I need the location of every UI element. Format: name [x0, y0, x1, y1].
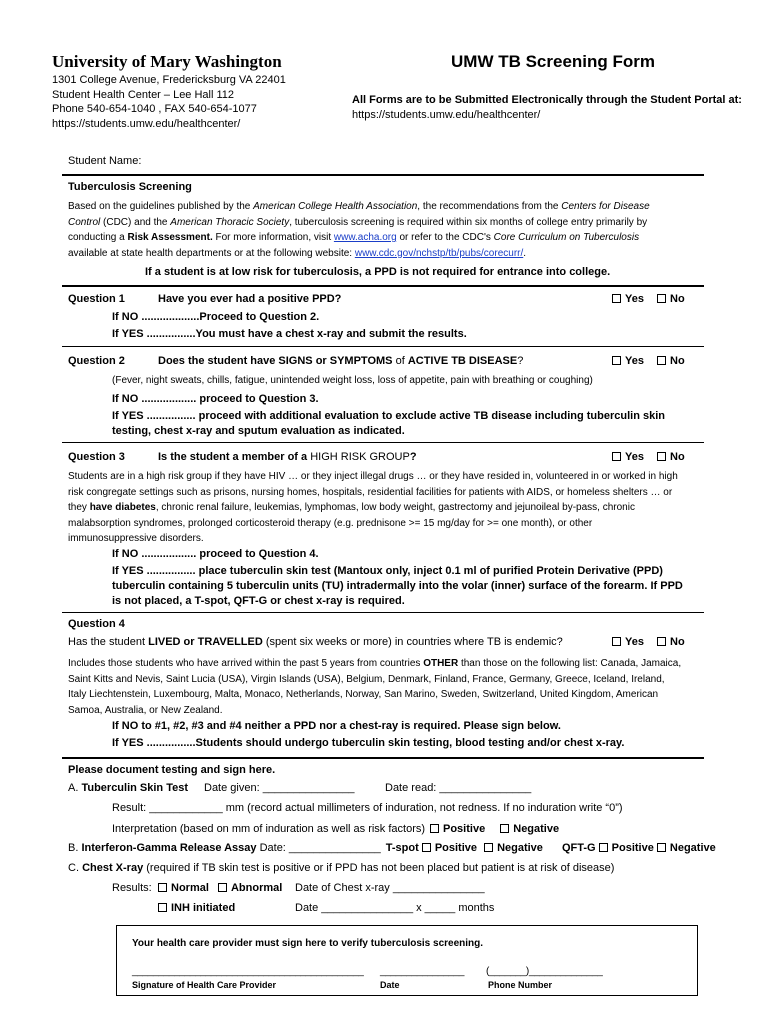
igra-row: B. Interferon-Gamma Release Assay Date: _______________ T-spot Positive Negative QFT-G Positive Negative	[68, 842, 716, 854]
health-center-url[interactable]: https://students.umw.edu/healthcenter/	[52, 117, 241, 130]
q4-if-no: If NO to #1, #2, #3 and #4 neither a PPD nor a chest-ray is required. Please sign below.	[112, 720, 561, 732]
divider	[62, 757, 704, 759]
address-line-2: Student Health Center – Lee Hall 112	[52, 88, 235, 101]
student-name-label: Student Name:	[68, 155, 142, 167]
testing-heading: Please document testing and sign here.	[68, 764, 276, 776]
q4-options	[612, 636, 685, 648]
q4-label: Question 4	[68, 618, 125, 630]
q4-no-checkbox[interactable]: No	[657, 636, 685, 648]
q1-options	[612, 293, 685, 305]
address-block	[52, 73, 286, 131]
tspot-positive-checkbox[interactable]: Positive	[422, 842, 477, 854]
phone-fax: Phone 540-654-1040 , FAX 540-654-1077	[52, 103, 257, 115]
q2-symptoms: (Fever, night sweats, chills, fatigue, unintended weight loss, loss of appetite, pain with breathing or coughing)	[112, 375, 593, 386]
date-line[interactable]: ________________	[380, 966, 465, 977]
q4-description: Includes those students who have arrived within the past 5 years from countries OTHER than those on the following list: Canada, Jamaica, Saint Kitts and Nevis, Saint Lucia (USA), Virgin Islands (USA), Belgium, Denmark, Finland, France, Germany, Greece, Iceland, Ireland, Italy Liechtenstein, Luxembourg, Malta, Monaco, Netherlands, Norway, San Marino, Sweden, Switzerland, United Kingdom, American Samoa, Australia, or New Zealand.	[68, 658, 682, 716]
tb-intro-paragraph: Based on the guidelines published by the American College Health Association, the recommendations from the Centers for Disease Control (CDC) and the American Thoracic Society, tuberculosis screening is required within six months of college entry primarily by conducting a Risk Assessment. For more information, visit www.acha.org or refer to the CDC's Core Curriculum on Tuberculosis available at state health departments or at the following website: www.cdc.gov/nchstp/tb/pubs/corecurr/.	[68, 201, 650, 259]
date-given-field[interactable]: Date given: _______________	[204, 782, 355, 794]
qft-negative-checkbox[interactable]: Negative	[657, 842, 716, 854]
q4-yes-checkbox[interactable]: Yes	[612, 636, 644, 648]
tst-negative-checkbox[interactable]: Negative	[500, 823, 559, 835]
divider	[62, 442, 704, 443]
q3-no-checkbox[interactable]: No	[657, 451, 685, 463]
date-read-field[interactable]: Date read: _______________	[385, 782, 532, 794]
qft-positive-checkbox[interactable]: Positive	[599, 842, 654, 854]
q3-yes-checkbox[interactable]: Yes	[612, 451, 644, 463]
interpretation-options	[430, 823, 559, 835]
submit-note: All Forms are to be Submitted Electronically through the Student Portal at:	[352, 94, 742, 106]
q1-no-checkbox[interactable]: No	[657, 293, 685, 305]
q3-if-no: If NO .................. proceed to Question 4.	[112, 548, 319, 560]
low-risk-note: If a student is at low risk for tuberculosis, a PPD is not required for entrance into college.	[145, 266, 611, 278]
address-line-1: 1301 College Avenue, Fredericksburg VA 22401	[52, 74, 286, 86]
signature-label: Signature of Health Care Provider	[132, 980, 277, 990]
divider	[62, 285, 704, 287]
q2-question: Does the student have SIGNS or SYMPTOMS of ACTIVE TB DISEASE?	[158, 355, 524, 367]
tspot-negative-checkbox[interactable]: Negative	[484, 842, 543, 854]
q3-label: Question 3	[68, 451, 125, 463]
interpretation-label: Interpretation (based on mm of induration as well as risk factors)	[112, 823, 426, 835]
cxr-results-options	[158, 882, 282, 894]
divider	[62, 346, 704, 347]
igra-date-field[interactable]: Date: _______________	[256, 842, 381, 854]
q2-if-yes: If YES ................ proceed with additional evaluation to exclude active TB disease including tuberculin skin testing, chest x-ray and sputum evaluation as indicated.	[112, 410, 665, 437]
inh-date-field[interactable]: Date _______________ x _____ months	[295, 902, 495, 914]
tst-positive-checkbox[interactable]: Positive	[430, 823, 485, 835]
q1-question: Have you ever had a positive PPD?	[158, 293, 342, 305]
q1-label: Question 1	[68, 293, 125, 305]
abnormal-checkbox[interactable]: Abnormal	[218, 882, 282, 894]
divider	[62, 174, 704, 176]
q3-if-yes: If YES ................ place tuberculin skin test (Mantoux only, inject 0.1 ml of purified Protein Derivative (PPD) tuberculin containing 5 tuberculin units (TU) intradermally into the volar (inner) surface of the forearm. If PPD is not placed, a T-spot, QFT-G or chest x-ray is required.	[112, 565, 683, 607]
normal-checkbox[interactable]: Normal	[158, 882, 209, 894]
form-title: UMW TB Screening Form	[451, 52, 656, 71]
cdc-link[interactable]: www.cdc.gov/nchstp/tb/pubs/corecurr/	[354, 247, 524, 259]
q4-question: Has the student LIVED or TRAVELLED (spent six weeks or more) in countries where TB is endemic?	[68, 636, 563, 648]
q2-options	[612, 355, 685, 367]
q3-question: Is the student a member of a HIGH RISK GROUP?	[158, 451, 417, 463]
acha-link[interactable]: www.acha.org	[333, 232, 397, 243]
tb-screening-heading: Tuberculosis Screening	[68, 181, 192, 193]
q2-if-no: If NO .................. proceed to Question 3.	[112, 393, 319, 405]
submit-url[interactable]: https://students.umw.edu/healthcenter/	[352, 109, 541, 121]
cxr-row: C. Chest X-ray (required if TB skin test is positive or if PPD has not been placed but patient is at risk of disease)	[68, 862, 615, 874]
q1-if-no: If NO ...................Proceed to Question 2.	[112, 311, 320, 323]
signature-line[interactable]: ____________________________________________	[132, 966, 364, 977]
signature-heading: Your health care provider must sign here to verify tuberculosis screening.	[132, 938, 484, 949]
result-field[interactable]: Result: ____________ mm (record actual millimeters of induration, not redness. If no induration write “0”)	[112, 802, 623, 814]
tst-row: A. Tuberculin Skin Test	[68, 782, 189, 794]
q3-options	[612, 451, 685, 463]
q4-if-yes: If YES ................Students should undergo tuberculin skin testing, blood testing and/or chest x-ray.	[112, 737, 625, 749]
q2-yes-checkbox[interactable]: Yes	[612, 355, 644, 367]
q2-no-checkbox[interactable]: No	[657, 355, 685, 367]
inh-checkbox[interactable]: INH initiated	[158, 902, 235, 914]
q3-description: Students are in a high risk group if they have HIV … or they inject illegal drugs … or they have resided in, volunteered in or worked in high risk congregate settings such as prisons, nursing homes, hospitals, residential facilities for patients with AIDS, or homeless shelters … or they have diabetes, chronic renal failure, leukemias, lymphomas, low body weight, gastrectomy and jejunoileal by-pass, chronic malabsorption syndromes, prolonged corticosteroid therapy (e.g. prednisone >= 15 mg/day for >= one month), or other immunosuppressive disorders.	[68, 471, 678, 544]
university-name: University of Mary Washington	[52, 52, 282, 71]
divider	[62, 612, 704, 613]
q2-label: Question 2	[68, 355, 125, 367]
cxr-results-label: Results:	[112, 882, 152, 894]
q1-yes-checkbox[interactable]: Yes	[612, 293, 644, 305]
date-label: Date	[380, 980, 400, 990]
q1-if-yes: If YES ................You must have a chest x-ray and submit the results.	[112, 328, 467, 340]
phone-line[interactable]: (_______)______________	[486, 966, 603, 977]
cxr-date-field[interactable]: Date of Chest x-ray _______________	[295, 882, 485, 894]
phone-label: Phone Number	[488, 980, 553, 990]
